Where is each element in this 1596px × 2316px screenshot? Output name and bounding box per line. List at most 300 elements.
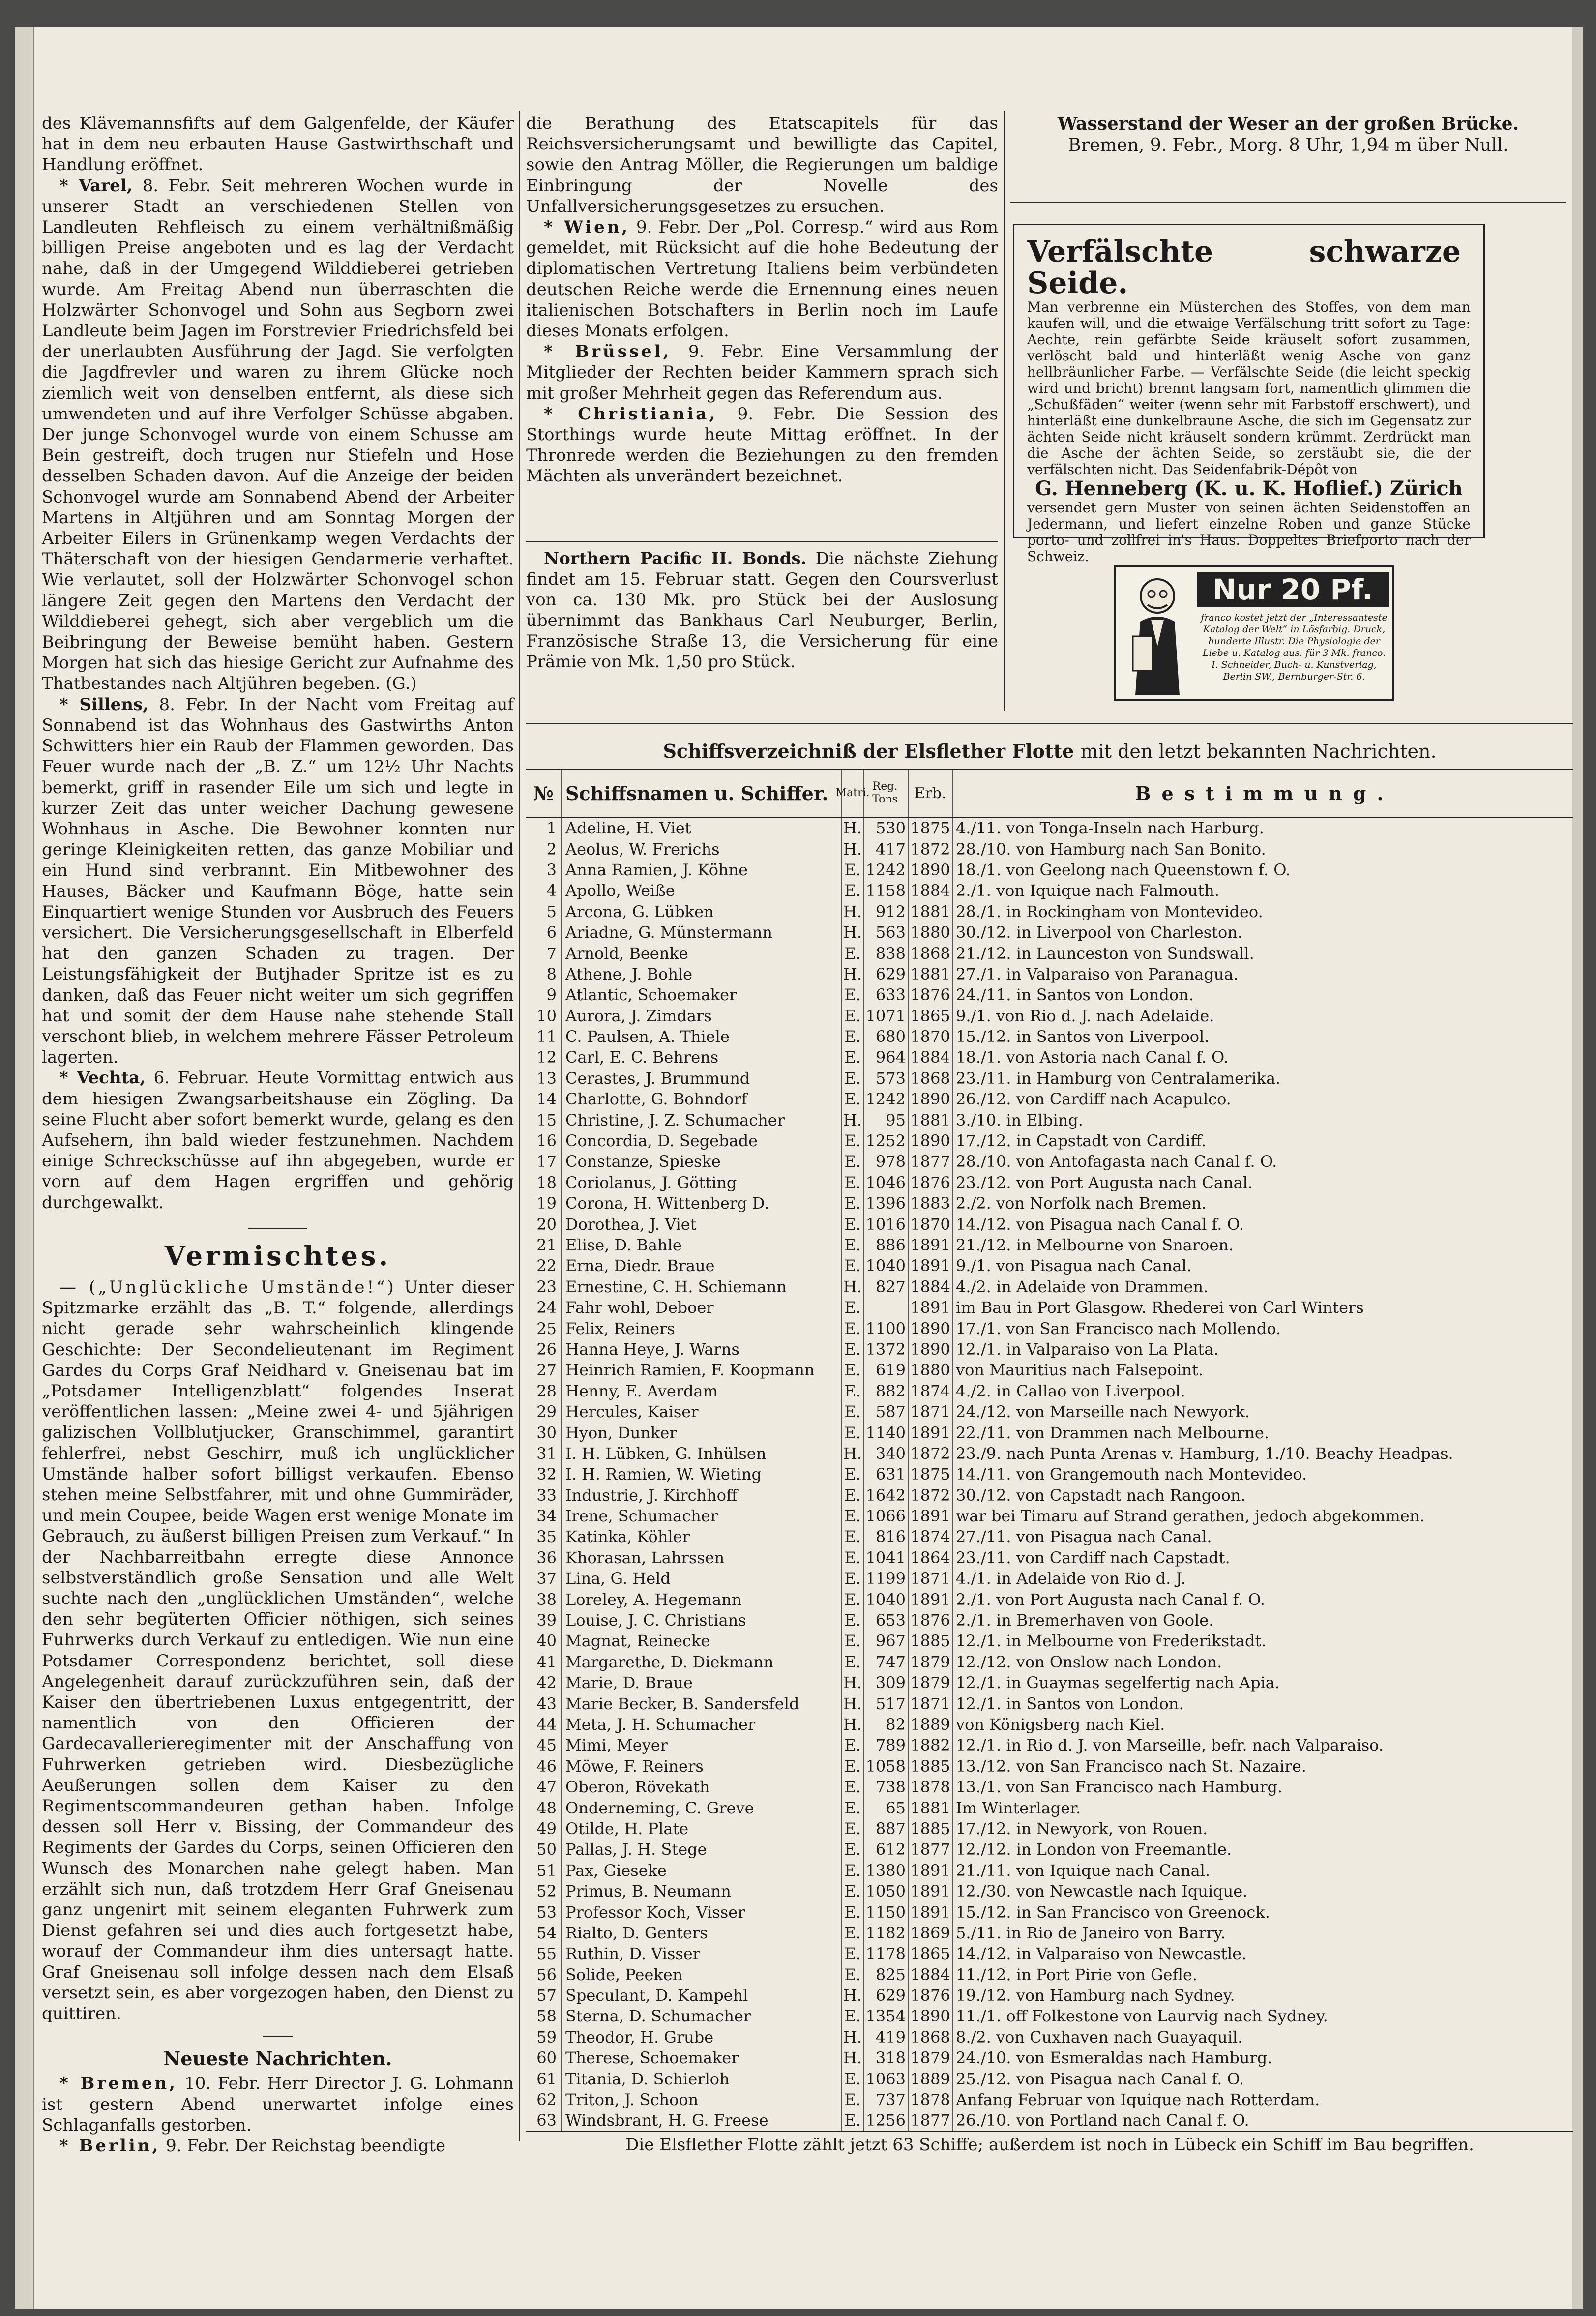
table-row	[526, 1151, 1573, 1172]
column-1	[42, 113, 514, 2156]
build-year: 1869	[909, 1923, 953, 1943]
table-row	[526, 1652, 1573, 1672]
table-row	[526, 860, 1573, 880]
build-year: 1885	[909, 1631, 953, 1651]
build-year: 1877	[909, 2110, 953, 2131]
newspaper-page	[15, 27, 1583, 2309]
row-number: 62	[526, 2089, 562, 2110]
register-port: E.	[842, 1777, 864, 1797]
row-number: 36	[526, 1547, 562, 1568]
destination: Anfang Februar von Iquique nach Rotterdam.	[956, 2090, 1320, 2109]
ship-name: Concordia, D. Segebade	[562, 1130, 842, 1151]
table-row	[526, 1297, 1573, 1318]
row-number: 21	[526, 1235, 562, 1255]
tonnage: 1372	[864, 1339, 909, 1360]
register-port: E.	[842, 880, 864, 901]
ship-name: Fahr wohl, Deboer	[562, 1297, 842, 1318]
adjacent-page-edge	[15, 27, 34, 2309]
table-row	[526, 984, 1573, 1005]
tonnage: 619	[864, 1360, 909, 1380]
register-port: H.	[842, 1693, 864, 1714]
row-number: 16	[526, 1130, 562, 1151]
register-port: E.	[842, 1193, 864, 1214]
register-port: E.	[842, 1526, 864, 1547]
register-port: E.	[842, 1839, 864, 1860]
article-wien	[526, 217, 998, 341]
row-number: 22	[526, 1255, 562, 1276]
table-row	[526, 1109, 1573, 1130]
tonnage: 612	[864, 1839, 909, 1860]
register-port: H.	[842, 1714, 864, 1735]
ship-name: Corona, H. Wittenberg D.	[562, 1193, 842, 1214]
destination: 11./1. off Folkestone von Laurvig nach Sydney.	[956, 2007, 1328, 2026]
ship-name: Erna, Diedr. Braue	[562, 1255, 842, 1276]
article-sillens	[42, 694, 514, 1068]
row-number: 29	[526, 1401, 562, 1422]
row-number: 30	[526, 1422, 562, 1443]
article-vermischtes	[42, 1277, 514, 2024]
article-text: 6. Februar. Heute Vormittag entwich aus dem hiesigen Zwangsarbeitshause ein Zögling. Da seine Flucht aber sofort bemerkt wurde, gelang es den Aufsehern, ihn bald wieder festzunehmen. Nachdem einige Schreckschüsse auf ihn abgegeben, wurde er vorn auf dem Hagen ergriffen und gehörig durchgewalkt.	[42, 1068, 514, 1213]
destination: 8./2. von Cuxhaven nach Guayaquil.	[956, 2027, 1243, 2047]
build-year: 1890	[909, 1318, 953, 1338]
table-row	[526, 964, 1573, 984]
table-row	[526, 2027, 1573, 2048]
header-number: №	[526, 770, 562, 817]
destination: 3./10. in Elbing.	[956, 1110, 1083, 1129]
table-row	[526, 943, 1573, 963]
ship-name: Felix, Reiners	[562, 1318, 842, 1338]
row-number: 60	[526, 2048, 562, 2068]
ship-name: Christine, J. Z. Schumacher	[562, 1109, 842, 1130]
build-year: 1884	[909, 1964, 953, 1985]
table-row	[526, 838, 1573, 859]
destination: 12./1. in Santos von London.	[956, 1694, 1184, 1713]
build-year: 1891	[909, 1860, 953, 1881]
tonnage: 653	[864, 1610, 909, 1631]
ship-name: Louise, J. C. Christians	[562, 1610, 842, 1631]
table-row	[526, 1526, 1573, 1547]
ship-name: Henny, E. Averdam	[562, 1381, 842, 1401]
section-heading: Vermischtes.	[164, 1240, 391, 1272]
register-port: E.	[842, 1235, 864, 1255]
register-port: E.	[842, 984, 864, 1005]
ship-name: Meta, J. H. Schumacher	[562, 1714, 842, 1735]
ship-name: Aurora, J. Zimdars	[562, 1006, 842, 1026]
build-year: 1881	[909, 1797, 953, 1818]
tonnage: 1396	[864, 1193, 909, 1214]
row-number: 54	[526, 1923, 562, 1943]
row-number: 32	[526, 1464, 562, 1485]
build-year: 1871	[909, 1401, 953, 1422]
ship-name: Charlotte, G. Bohndorf	[562, 1089, 842, 1109]
row-number: 26	[526, 1339, 562, 1360]
destination: 2./1. von Iquique nach Falmouth.	[956, 881, 1219, 900]
tonnage: 1071	[864, 1006, 909, 1026]
table-row	[526, 1714, 1573, 1735]
table-row	[526, 1756, 1573, 1777]
table-row	[526, 1672, 1573, 1693]
destination: 13./1. von San Francisco nach Hamburg.	[956, 1778, 1283, 1797]
register-port: E.	[842, 1297, 864, 1318]
tonnage: 1256	[864, 2110, 909, 2131]
tonnage: 789	[864, 1735, 909, 1755]
destination: 23./9. nach Punta Arenas v. Hamburg, 1./10. Beachy Headpas.	[956, 1444, 1453, 1463]
destination: 14./11. von Grangemouth nach Montevideo.	[956, 1465, 1307, 1484]
tonnage: 1040	[864, 1589, 909, 1609]
destination: 15./12. in San Francisco von Greenock.	[956, 1902, 1270, 1922]
build-year: 1874	[909, 1526, 953, 1547]
divider	[1010, 202, 1566, 203]
ship-name: Arcona, G. Lübken	[562, 901, 842, 922]
build-year: 1875	[909, 818, 953, 838]
tonnage: 967	[864, 1631, 909, 1651]
header-tons: Reg. Tons	[864, 770, 909, 817]
register-port: E.	[842, 1214, 864, 1234]
build-year: 1872	[909, 1485, 953, 1506]
ship-name: Pax, Gieseke	[562, 1860, 842, 1881]
destination: 12./12. in London von Freemantle.	[956, 1840, 1232, 1859]
ship-name: Oberon, Rövekath	[562, 1777, 842, 1797]
tonnage: 912	[864, 901, 909, 922]
register-port: H.	[842, 964, 864, 984]
table-row	[526, 1443, 1573, 1464]
destination: 24./10. von Esmeraldas nach Hamburg.	[956, 2049, 1272, 2068]
row-number: 28	[526, 1381, 562, 1401]
destination: 27./1. in Valparaiso von Paranagua.	[956, 964, 1239, 983]
tonnage: 680	[864, 1026, 909, 1047]
tonnage: 1380	[864, 1860, 909, 1881]
register-port: E.	[842, 1151, 864, 1172]
dateline: * Berlin,	[59, 2136, 161, 2156]
silk-ad-firm: G. Henneberg (K. u. K. Hoflief.) Zürich	[1035, 477, 1463, 500]
tonnage: 1140	[864, 1422, 909, 1443]
tonnage: 309	[864, 1672, 909, 1693]
destination: Im Winterlager.	[956, 1798, 1081, 1817]
build-year: 1881	[909, 964, 953, 984]
destination: 12./12. von Onslow nach London.	[956, 1652, 1222, 1671]
destination: 2./1. in Bremerhaven von Goole.	[956, 1611, 1214, 1630]
register-port: E.	[842, 1339, 864, 1360]
ship-name: Katinka, Köhler	[562, 1526, 842, 1547]
ship-name: Elise, D. Bahle	[562, 1235, 842, 1255]
build-year: 1884	[909, 880, 953, 901]
article-text: 8. Febr. Seit mehreren Wochen wurde in unserer Stadt an verschiedenen Stellen von Landleuten Rehfleisch zu einem verhältnißmäßig billigen Preise angeboten und es lag der Verdacht nahe, daß in der Umgegend Wilddieberei getrieben wurde. Am Freitag Abend nun überraschten die Holzwärter Schonvogel und Sohn aus Segborn zwei Landleute beim Jagen im Forstrevier Friedrichsfeld bei der unerlaubten Ausführung der Jagd. Sie verfolgten die Jagdfrevler und waren zu ihrem Glücke noch ziemlich weit von denselben entfernt, als diese sich umwendeten und auf ihre Verfolger Schüsse abgaben. Der junge Schonvogel wurde von einem Schusse am Bein gestreift, doch trugen nur Stiefeln und Hose desselben Schaden davon. Auf die Anzeige der beiden Schonvogel wurde am Sonnabend Abend der Arbeiter Martens in Altjühren und am Sonntag Morgen der Arbeiter Eilers in Grünenkamp wegen Verdachts der Thäterschaft von der hiesigen Gendarmerie verhaftet. Wie verlautet, soll der Holzwärter Schonvogel schon längere Zeit gegen den Martens den Verdacht der Wilddieberei gehegt, sich aber vergeblich um die Beibringung der Beweise bemüht haben. Gestern Morgen hat sich das hiesige Gericht zur Aufnahme des Thatbestandes nach Altjühren begeben. (G.)	[42, 176, 514, 694]
build-year: 1877	[909, 1839, 953, 1860]
tonnage: 517	[864, 1693, 909, 1714]
destination: 4./2. in Callao von Liverpool.	[956, 1381, 1185, 1400]
destination: 13./12. von San Francisco nach St. Nazaire.	[956, 1756, 1306, 1776]
ship-name: Carl, E. C. Behrens	[562, 1047, 842, 1068]
build-year: 1868	[909, 1068, 953, 1089]
table-row	[526, 1401, 1573, 1422]
tonnage: 1046	[864, 1172, 909, 1193]
row-number: 12	[526, 1047, 562, 1068]
silk-ad-text: Man verbrenne ein Müsterchen des Stoffes, von dem man kaufen will, und die etwaige Verfälschung tritt sofort zu Tage: Aechte, rein gefärbte Seide kräuselt sofort zusammen, verlöscht bald und hinterläßt wenig Asche von ganz hellbräunlicher Farbe. — Verfälschte Seide (die leicht speckig wird und bricht) brennt langsam fort, namentlich glimmen die „Schußfäden“ weiter (wenn sehr mit Farbstoff erschwert), und hinterläßt eine dunkelbraune Asche, die sich im Gegensatz zur ächten Seide nicht kräuselt sondern krümmt. Zerdrückt man die Asche der ächten Seide, so zerstäubt sie, die der verfälschten nicht. Das Seidenfabrik-Dépôt von	[1027, 299, 1471, 477]
row-number: 6	[526, 922, 562, 943]
ship-name: Atlantic, Schoemaker	[562, 984, 842, 1005]
destination: 23./11. in Hamburg von Centralamerika.	[956, 1069, 1281, 1088]
dateline: * Sillens,	[59, 694, 148, 714]
register-port: E.	[842, 1652, 864, 1672]
ship-name: Ernestine, C. H. Schiemann	[562, 1277, 842, 1297]
table-row	[526, 1631, 1573, 1651]
tonnage	[864, 1297, 909, 1318]
destination: 18./1. von Astoria nach Canal f. O.	[956, 1048, 1229, 1067]
column-rule	[1004, 111, 1005, 711]
tonnage: 1158	[864, 880, 909, 901]
register-port: E.	[842, 1547, 864, 1568]
register-port: H.	[842, 901, 864, 922]
silk-advertisement	[1013, 224, 1485, 564]
table-row	[526, 1923, 1573, 1943]
article-text: 10. Febr. Herr Director J. G. Lohmann ist gestern Abend unerwartet infolge eines Schlaganfalls gestorben.	[42, 2074, 514, 2135]
table-row	[526, 1693, 1573, 1714]
build-year: 1877	[909, 1151, 953, 1172]
table-row	[526, 1964, 1573, 1985]
destination: 26./10. von Portland nach Canal f. O.	[956, 2111, 1249, 2130]
ship-name: Primus, B. Neumann	[562, 1881, 842, 1901]
row-number: 43	[526, 1693, 562, 1714]
article-christiania	[526, 404, 998, 487]
table-row	[526, 1089, 1573, 1109]
table-row	[526, 1193, 1573, 1214]
table-row	[526, 1422, 1573, 1443]
table-row	[526, 1026, 1573, 1047]
catalog-ad-text: franco kostet jetzt der „Interessanteste Katalog der Welt“ in Lösfarbig. Druck, hunderte Illustr. Die Physiologie der Liebe u. Katalog aus. für 3 Mk. franco. I. Schneider, Buch- u. Kunstverlag, Berlin SW., Bernburger-Str. 6.	[1201, 612, 1388, 682]
destination: 2./1. von Port Augusta nach Canal f. O.	[956, 1590, 1265, 1609]
destination: 25./12. von Pisagua nach Canal f. O.	[956, 2069, 1244, 2088]
section-divider	[263, 2036, 293, 2037]
destination: von Königsberg nach Kiel.	[956, 1715, 1165, 1734]
ship-name: Marie, D. Braue	[562, 1672, 842, 1693]
build-year: 1884	[909, 1277, 953, 1297]
ship-name: Speculant, D. Kampehl	[562, 1985, 842, 2006]
tonnage: 340	[864, 1443, 909, 1464]
build-year: 1865	[909, 1943, 953, 1964]
gentleman-illustration-icon	[1121, 572, 1194, 695]
tonnage: 563	[864, 922, 909, 943]
destination: 30./12. von Capstadt nach Rangoon.	[956, 1485, 1246, 1505]
build-year: 1879	[909, 2048, 953, 2068]
header-ship-name: Schiffsnamen u. Schiffer.	[562, 770, 842, 817]
ship-name: Dorothea, J. Viet	[562, 1214, 842, 1234]
tonnage: 1050	[864, 1881, 909, 1901]
section-subheading: Neueste Nachrichten.	[163, 2048, 392, 2070]
table-row	[526, 1797, 1573, 1818]
tonnage: 1066	[864, 1506, 909, 1526]
row-number: 13	[526, 1068, 562, 1089]
register-port: E.	[842, 1318, 864, 1338]
row-number: 40	[526, 1631, 562, 1651]
bonds-text: Die nächste Ziehung findet am 15. Februar statt. Gegen den Coursverlust von ca. 130 Mk. pro Stück bei der Auslosung übernimmt das Bankhaus Carl Neuburger, Berlin, Französische Straße 13, die Versicherung für eine Prämie von Mk. 1,50 pro Stück.	[526, 549, 999, 672]
ship-name: Triton, J. Schoon	[562, 2089, 842, 2110]
register-port: E.	[842, 1568, 864, 1589]
table-row	[526, 818, 1573, 838]
tonnage: 629	[864, 1985, 909, 2006]
destination: 21./12. in Melbourne von Snaroen.	[956, 1236, 1234, 1254]
destination: 17./1. von San Francisco nach Mollendo.	[956, 1319, 1281, 1338]
price-badge: Nur 20 Pf.	[1197, 572, 1389, 607]
register-port: H.	[842, 818, 864, 838]
article-bremen	[42, 2073, 514, 2136]
destination: 21./12. in Launceston von Sundswall.	[956, 944, 1254, 963]
destination: 26./12. von Cardiff nach Acapulco.	[956, 1090, 1231, 1109]
tonnage: 1178	[864, 1943, 909, 1964]
destination: 30./12. in Liverpool von Charleston.	[956, 923, 1243, 942]
table-row	[526, 1130, 1573, 1151]
ship-name: Anna Ramien, J. Köhne	[562, 860, 842, 880]
register-port: H.	[842, 1985, 864, 2006]
destination: 12./1. in Guaymas segelfertig nach Apia.	[956, 1673, 1280, 1692]
build-year: 1878	[909, 2089, 953, 2110]
row-number: 47	[526, 1777, 562, 1797]
table-row	[526, 1943, 1573, 1964]
ship-name: Marie Becker, B. Sandersfeld	[562, 1693, 842, 1714]
register-port: E.	[842, 1506, 864, 1526]
row-number: 17	[526, 1151, 562, 1172]
build-year: 1876	[909, 1172, 953, 1193]
register-port: H.	[842, 2027, 864, 2048]
ship-name: Aeolus, W. Frerichs	[562, 838, 842, 859]
build-year: 1885	[909, 1756, 953, 1777]
ship-name: I. H. Ramien, W. Wieting	[562, 1464, 842, 1485]
tonnage: 633	[864, 984, 909, 1005]
water-level-notice	[1010, 113, 1566, 156]
table-row	[526, 1735, 1573, 1755]
row-number: 3	[526, 860, 562, 880]
row-number: 59	[526, 2027, 562, 2048]
table-row	[526, 1860, 1573, 1881]
table-row	[526, 880, 1573, 901]
row-number: 8	[526, 964, 562, 984]
row-number: 15	[526, 1109, 562, 1130]
section-divider	[248, 1228, 307, 1229]
table-row	[526, 1881, 1573, 1901]
register-port: E.	[842, 1006, 864, 1026]
tonnage: 629	[864, 964, 909, 984]
table-row	[526, 1464, 1573, 1485]
ship-name: Magnat, Reinecke	[562, 1631, 842, 1651]
tonnage: 838	[864, 943, 909, 963]
column-rule	[519, 111, 520, 2141]
table-row	[526, 1777, 1573, 1797]
tonnage: 631	[864, 1464, 909, 1485]
register-port: E.	[842, 943, 864, 963]
ship-name: Onderneming, C. Greve	[562, 1797, 842, 1818]
register-port: E.	[842, 1881, 864, 1901]
destination: 12./1. in Valparaiso von La Plata.	[956, 1339, 1219, 1359]
water-level-title: Wasserstand der Weser an der großen Brücke.	[1057, 114, 1519, 134]
build-year: 1890	[909, 2006, 953, 2026]
table-row	[526, 2006, 1573, 2026]
ship-name: Cerastes, J. Brummund	[562, 1068, 842, 1089]
row-number: 48	[526, 1797, 562, 1818]
row-number: 9	[526, 984, 562, 1005]
row-number: 4	[526, 880, 562, 901]
tonnage: 417	[864, 838, 909, 859]
build-year: 1879	[909, 1652, 953, 1672]
ship-name: Heinrich Ramien, F. Koopmann	[562, 1360, 842, 1380]
table-row	[526, 1255, 1573, 1276]
row-number: 1	[526, 818, 562, 838]
table-row	[526, 1172, 1573, 1193]
bonds-notice	[526, 548, 998, 672]
table-row	[526, 1506, 1573, 1526]
table-row	[526, 922, 1573, 943]
table-row	[526, 1235, 1573, 1255]
row-number: 49	[526, 1818, 562, 1839]
table-row	[526, 1277, 1573, 1297]
bonds-lead: Northern Pacific II. Bonds.	[544, 549, 807, 568]
table-row	[526, 1568, 1573, 1589]
row-number: 39	[526, 1610, 562, 1631]
tonnage: 95	[864, 1109, 909, 1130]
row-number: 10	[526, 1006, 562, 1026]
ship-name: Athene, J. Bohle	[562, 964, 842, 984]
register-port: E.	[842, 1589, 864, 1609]
destination: im Bau in Port Glasgow. Rhederei von Carl Winters	[956, 1298, 1364, 1317]
build-year: 1884	[909, 1047, 953, 1068]
build-year: 1891	[909, 1901, 953, 1922]
build-year: 1864	[909, 1547, 953, 1568]
register-port: E.	[842, 1818, 864, 1839]
register-port: E.	[842, 1360, 864, 1380]
dateline: * Brüssel,	[544, 342, 672, 362]
article-text: 9. Febr. Der Reichstag beendigte	[166, 2136, 446, 2156]
ship-name: Adeline, H. Viet	[562, 818, 842, 838]
destination: 14./12. in Valparaiso von Newcastle.	[956, 1944, 1247, 1963]
build-year: 1876	[909, 984, 953, 1005]
destination: 19./12. von Hamburg nach Sydney.	[956, 1986, 1235, 2005]
destination: 23./11. von Cardiff nach Capstadt.	[956, 1548, 1230, 1567]
tonnage: 1100	[864, 1318, 909, 1338]
register-port: E.	[842, 1797, 864, 1818]
register-port: H.	[842, 1443, 864, 1464]
tonnage: 738	[864, 1777, 909, 1797]
row-number: 25	[526, 1318, 562, 1338]
row-number: 63	[526, 2110, 562, 2131]
build-year: 1889	[909, 1714, 953, 1735]
build-year: 1890	[909, 1339, 953, 1360]
water-level-text: Bremen, 9. Febr., Morg. 8 Uhr, 1,94 m über Null.	[1068, 135, 1508, 155]
register-port: E.	[842, 2089, 864, 2110]
destination: 4./1. in Adelaide von Rio d. J.	[956, 1569, 1186, 1588]
tonnage: 1242	[864, 860, 909, 880]
divider	[526, 723, 1573, 724]
build-year: 1885	[909, 1818, 953, 1839]
register-port: E.	[842, 1089, 864, 1109]
register-port: E.	[842, 1735, 864, 1755]
register-port: E.	[842, 1756, 864, 1777]
build-year: 1881	[909, 1109, 953, 1130]
register-port: E.	[842, 1631, 864, 1651]
ship-name: Therese, Schoemaker	[562, 2048, 842, 2068]
ship-name: Mimi, Meyer	[562, 1735, 842, 1755]
ship-name: Hercules, Kaiser	[562, 1401, 842, 1422]
tonnage: 1058	[864, 1756, 909, 1777]
tonnage: 886	[864, 1235, 909, 1255]
ship-name: Margarethe, D. Diekmann	[562, 1652, 842, 1672]
ship-name: Loreley, A. Hegemann	[562, 1589, 842, 1609]
table-title-rest: mit den letzt bekannten Nachrichten.	[1080, 741, 1437, 762]
row-number: 38	[526, 1589, 562, 1609]
tonnage: 1182	[864, 1923, 909, 1943]
register-port: E.	[842, 2110, 864, 2131]
destination: 2./2. von Norfolk nach Bremen.	[956, 1194, 1207, 1213]
silk-ad-title: Verfälschte schwarze Seide.	[1027, 235, 1461, 300]
build-year: 1891	[909, 1422, 953, 1443]
article-text: die Berathung des Etatscapitels für das Reichsversicherungsamt und bewilligte das Capitel, sowie den Antrag Möller, die Regierungen um baldige Einbringung der Novelle des Unfallversicherungsgesetzes zu ersuchen.	[526, 114, 998, 216]
